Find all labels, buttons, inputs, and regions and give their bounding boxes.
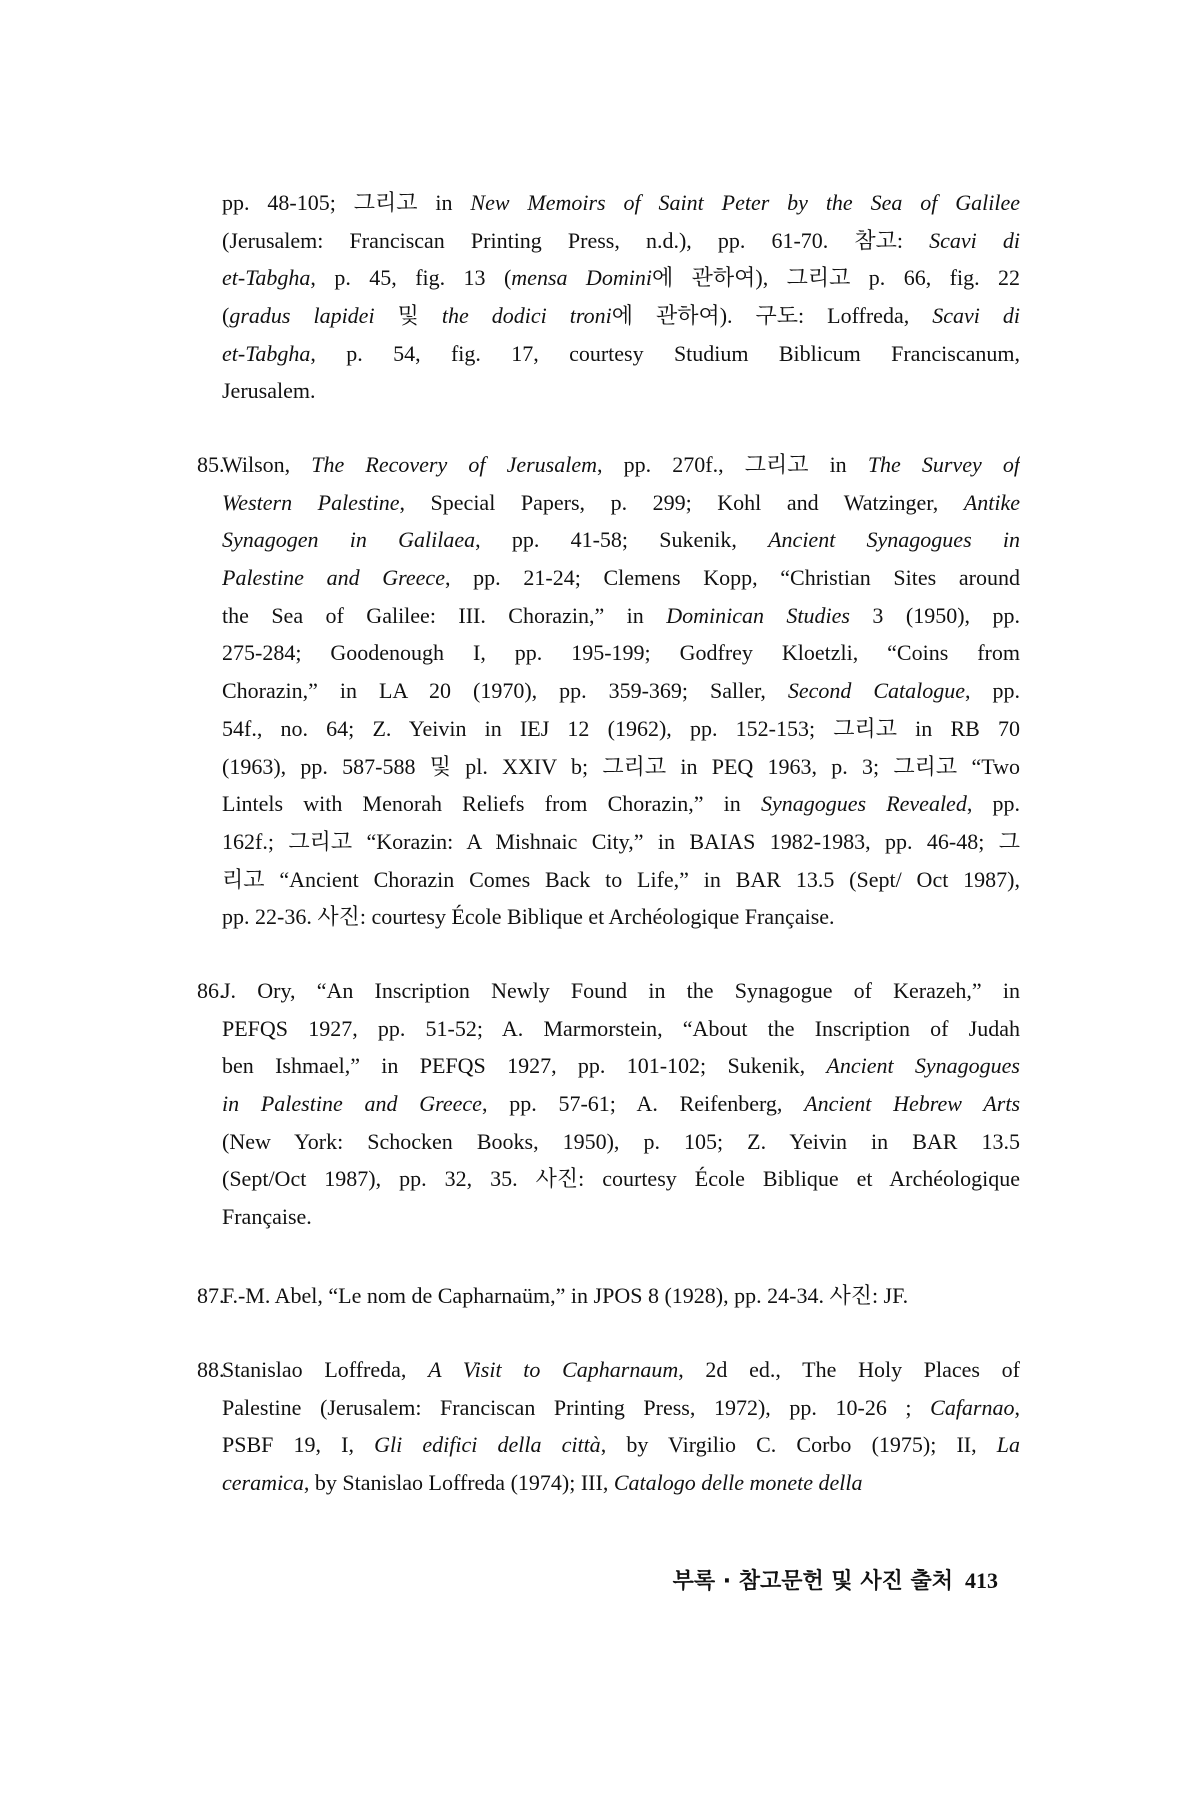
text-segment: , pp.	[965, 678, 1020, 704]
note-continuation	[197, 184, 1020, 410]
text-segment: 275-284; Goodenough I, pp. 195-199; Godfrey Kloetzli, “Coins from	[222, 640, 1020, 666]
text-segment: Jerusalem.	[222, 378, 316, 404]
text-line	[222, 446, 1020, 484]
text-line	[222, 710, 1020, 748]
text-segment: 3 (1950), pp.	[849, 602, 1020, 628]
italic-title: et-Tabgha	[222, 340, 311, 366]
text-line	[222, 898, 1020, 936]
italic-title: The Recovery of Jerusalem	[311, 452, 598, 477]
text-line	[222, 1351, 1020, 1389]
italic-title: Antike	[963, 489, 1020, 515]
text-segment: (New York: Schocken Books, 1950), p. 105; Z. Yeivin in BAR 13.5	[222, 1128, 1020, 1154]
text-line	[222, 1085, 1020, 1123]
italic-title: New Memoirs of Saint Peter by the Sea of Galilee	[470, 190, 1020, 215]
italic-title: Cafarnao	[930, 1394, 1015, 1420]
text-segment: , by Stanislao Loffreda (1974); III,	[303, 1470, 614, 1496]
text-line	[222, 1277, 1020, 1315]
italic-title: Scavi di	[932, 303, 1020, 329]
text-segment: J. Ory, “An Inscription Newly Found in the Synagogue of Kerazeh,” in	[222, 978, 1020, 1003]
text-segment: Stanislao Loffreda,	[222, 1357, 429, 1382]
text-segment: (1963), pp. 587-588 및 pl. XXIV b; 그리고 in PEQ 1963, p. 3; 그리고 “Two	[222, 753, 1020, 779]
text-line	[222, 335, 1020, 373]
text-line	[222, 372, 1020, 410]
page-footer	[673, 1566, 998, 1597]
note-number: 88.	[197, 1357, 225, 1382]
italic-title: The Survey of	[867, 452, 1020, 477]
text-segment: Wilson,	[222, 452, 312, 477]
text-segment: 리고 “Ancient Chorazin Comes Back to Life,” in BAR 13.5 (Sept/ Oct 1987),	[222, 866, 1020, 892]
note-number: 85.	[197, 452, 225, 477]
text-segment: the Sea of Galilee: III. Chorazin,” in	[222, 602, 667, 628]
text-line	[222, 972, 1020, 1010]
italic-title: Ancient Hebrew Arts	[804, 1091, 1020, 1117]
text-line	[222, 672, 1020, 710]
text-segment: pp. 22-36. 사진: courtesy École Biblique et Archéologique Française.	[222, 904, 835, 930]
text-line	[222, 748, 1020, 786]
note-number: 86.	[197, 978, 225, 1003]
text-line	[222, 297, 1020, 335]
text-segment: , p. 45, fig. 13 (	[310, 265, 512, 291]
italic-title: A Visit to Capharnaum	[428, 1357, 679, 1382]
running-title: 부록 · 참고문헌 및 사진 출처	[672, 1569, 953, 1594]
text-segment: 54f., no. 64; Z. Yeivin in IEJ 12 (1962), pp. 152-153; 그리고 in RB 70	[222, 715, 1020, 741]
text-segment: pp. 48-105; 그리고 in	[222, 190, 471, 215]
text-segment: PEFQS 1927, pp. 51-52; A. Marmorstein, “About the Inscription of Judah	[222, 1015, 1020, 1041]
text-segment: Lintels with Menorah Reliefs from Chorazin,” in	[222, 791, 761, 817]
text-line	[222, 861, 1020, 899]
text-line	[222, 1047, 1020, 1085]
italic-title: the dodici troni	[441, 303, 612, 329]
text-line	[222, 1464, 1020, 1502]
text-line	[222, 823, 1020, 861]
text-segment: Palestine (Jerusalem: Franciscan Printing Press, 1972), pp. 10-26 ;	[222, 1394, 931, 1420]
text-segment: 에 관하여). 구도: Loffreda,	[611, 303, 933, 329]
text-segment: , pp.	[966, 791, 1020, 817]
text-line	[222, 597, 1020, 635]
text-line	[222, 1426, 1020, 1464]
text-line	[222, 1160, 1020, 1198]
italic-title: Scavi di	[929, 227, 1020, 253]
text-segment: 에 관하여), 그리고 p. 66, fig. 22	[651, 265, 1020, 291]
text-line	[222, 184, 1020, 222]
text-line	[222, 559, 1020, 597]
page-number: 413	[965, 1568, 998, 1593]
italic-title: Dominican Studies	[666, 602, 850, 628]
text-segment: (Sept/Oct 1987), pp. 32, 35. 사진: courtesy École Biblique et Archéologique	[222, 1166, 1020, 1192]
italic-title: La	[996, 1432, 1020, 1458]
note-85	[197, 446, 1020, 936]
text-line	[222, 222, 1020, 260]
text-segment: , p. 54, fig. 17, courtesy Studium Biblicum Franciscanum,	[310, 340, 1020, 366]
text-segment: ,	[1014, 1394, 1020, 1420]
text-segment: , pp. 21-24; Clemens Kopp, “Christian Sites around	[444, 565, 1020, 591]
note-86	[197, 972, 1020, 1236]
text-segment: , pp. 41-58; Sukenik,	[475, 527, 769, 553]
text-segment: , pp. 57-61; A. Reifenberg,	[481, 1091, 805, 1117]
note-88	[197, 1351, 1020, 1502]
text-segment: Chorazin,” in LA 20 (1970), pp. 359-369; Saller,	[222, 678, 788, 704]
italic-title: ceramica	[222, 1470, 304, 1496]
italic-title: Synagogues Revealed	[760, 791, 967, 817]
italic-title: Ancient Synagogues	[826, 1053, 1020, 1079]
text-line	[222, 1010, 1020, 1048]
italic-title: Palestine and Greece	[222, 565, 445, 591]
text-segment: , by Virgilio C. Corbo (1975); II,	[600, 1432, 997, 1458]
text-segment: , 2d ed., The Holy Places of	[678, 1357, 1020, 1382]
italic-title: Catalogo delle monete della	[613, 1470, 863, 1496]
text-segment: , pp. 270f., 그리고 in	[597, 452, 868, 477]
italic-title: et-Tabgha	[222, 265, 311, 291]
text-line	[222, 785, 1020, 823]
text-segment: 및	[374, 303, 442, 329]
text-line	[222, 1198, 1020, 1236]
text-segment: , Special Papers, p. 299; Kohl and Watzinger,	[399, 489, 964, 515]
italic-title: Gli edifici della città	[374, 1432, 601, 1458]
italic-title: Western Palestine	[222, 489, 400, 515]
italic-title: mensa Domini	[511, 265, 652, 291]
text-segment: (	[222, 303, 230, 329]
text-segment: Française.	[222, 1204, 312, 1230]
text-line	[222, 484, 1020, 522]
text-segment: 162f.; 그리고 “Korazin: A Mishnaic City,” in BAIAS 1982-1983, pp. 46-48; 그	[222, 828, 1020, 854]
text-segment: F.-M. Abel, “Le nom de Capharnaüm,” in JPOS 8 (1928), pp. 24-34. 사진: JF.	[222, 1283, 909, 1308]
italic-title: in Palestine and Greece	[222, 1091, 482, 1117]
text-line	[222, 634, 1020, 672]
italic-title: Second Catalogue	[787, 678, 966, 704]
text-segment: ben Ishmael,” in PEFQS 1927, pp. 101-102; Sukenik,	[222, 1053, 827, 1079]
text-segment: (Jerusalem: Franciscan Printing Press, n.d.), pp. 61-70. 참고:	[222, 227, 930, 253]
italic-title: Ancient Synagogues in	[768, 527, 1020, 553]
text-line	[222, 521, 1020, 559]
text-segment: PSBF 19, I,	[222, 1432, 375, 1458]
italic-title: gradus lapidei	[229, 303, 375, 329]
text-line	[222, 1389, 1020, 1427]
note-87	[197, 1277, 1020, 1315]
note-number: 87.	[197, 1283, 225, 1308]
text-line	[222, 1123, 1020, 1161]
italic-title: Synagogen in Galilaea	[222, 527, 476, 553]
text-line	[222, 259, 1020, 297]
